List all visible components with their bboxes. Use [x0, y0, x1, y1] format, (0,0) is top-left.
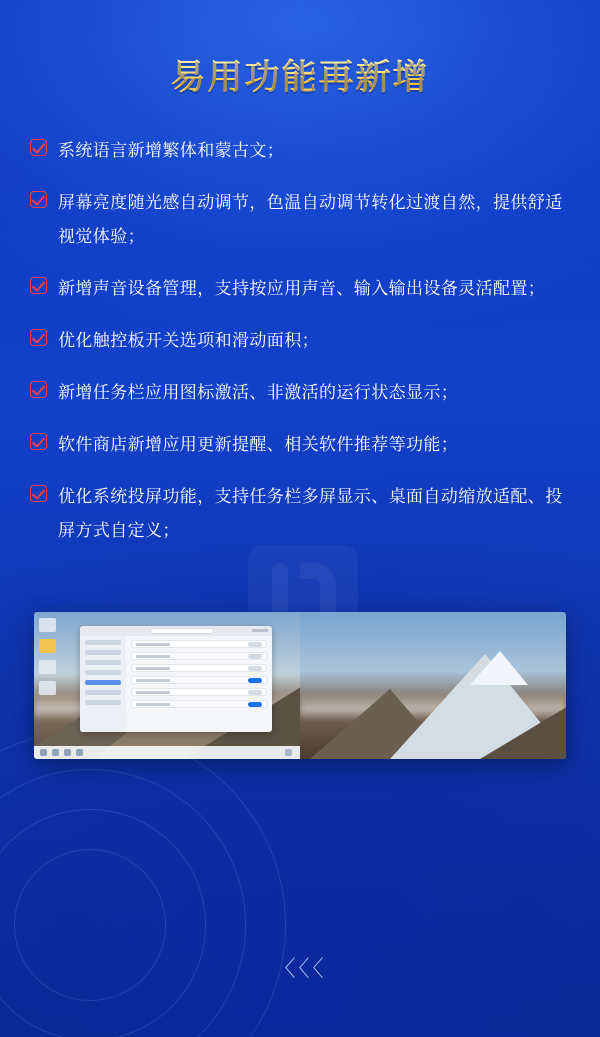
checkbox-checked-icon: [30, 139, 47, 156]
taskbar[interactable]: [34, 746, 300, 759]
list-item-text: 系统语言新增繁体和蒙古文；: [58, 141, 285, 160]
snow-peak: [470, 651, 528, 685]
list-item: [30, 272, 572, 306]
sidebar-item[interactable]: [85, 650, 121, 655]
list-item: [30, 428, 572, 462]
list-item: [30, 376, 572, 410]
desktop-icons: [39, 618, 65, 702]
list-item-text: 屏幕亮度随光感自动调节，色温自动调节转化过渡自然，提供舒适视觉体验；: [58, 193, 563, 246]
sidebar-item-selected[interactable]: [85, 680, 121, 685]
feature-list: [30, 134, 572, 548]
checkbox-checked-icon: [30, 191, 47, 208]
sidebar-item[interactable]: [85, 690, 121, 695]
window-titlebar: [80, 626, 272, 636]
screenshot-left: [34, 612, 300, 759]
checkbox-checked-icon: [30, 485, 47, 502]
toggle-switch[interactable]: [248, 702, 262, 707]
list-item: [30, 480, 572, 548]
settings-content: [126, 636, 272, 732]
list-item: [30, 134, 572, 168]
settings-row[interactable]: [131, 652, 267, 660]
screenshot-right: [300, 612, 566, 759]
checkbox-checked-icon: [30, 329, 47, 346]
desktop-icon-folder: [39, 639, 56, 653]
list-item: [30, 324, 572, 358]
sidebar-item[interactable]: [85, 700, 121, 705]
settings-row[interactable]: [131, 640, 267, 648]
sidebar-item[interactable]: [85, 670, 121, 675]
screenshot-pair: [34, 612, 566, 759]
desktop-icon-app: [39, 681, 56, 695]
settings-row[interactable]: [131, 676, 267, 684]
settings-sidebar: [80, 636, 126, 732]
sidebar-item[interactable]: [85, 640, 121, 645]
settings-window: [80, 626, 272, 732]
checkbox-checked-icon: [30, 277, 47, 294]
settings-row[interactable]: [131, 688, 267, 696]
list-item-text: 新增声音设备管理，支持按应用声音、输入输出设备灵活配置；: [58, 279, 546, 298]
settings-row[interactable]: [131, 700, 267, 708]
desktop-icon-computer: [39, 618, 56, 632]
checkbox-checked-icon: [30, 433, 47, 450]
footer-chevrons: 〈〈〈: [273, 956, 327, 981]
list-item: [30, 186, 572, 254]
list-item-text: 优化触控板开关选项和滑动面积；: [58, 331, 319, 350]
list-item-text: 新增任务栏应用图标激活、非激活的运行状态显示；: [58, 383, 459, 402]
toggle-switch[interactable]: [248, 678, 262, 683]
sidebar-item[interactable]: [85, 660, 121, 665]
window-controls[interactable]: [252, 629, 268, 632]
settings-row[interactable]: [131, 664, 267, 672]
checkbox-checked-icon: [30, 381, 47, 398]
page-title: 易用功能再新增: [170, 50, 429, 100]
desktop-icon-trash: [39, 660, 56, 674]
list-item-text: 软件商店新增应用更新提醒、相关软件推荐等功能；: [58, 435, 459, 454]
mountain-shape: [480, 693, 566, 759]
title-block: [0, 0, 600, 100]
list-item-text: 优化系统投屏功能，支持任务栏多屏显示、桌面自动缩放适配、投屏方式自定义；: [58, 487, 563, 540]
search-input[interactable]: [150, 628, 214, 634]
decorative-arcs: [0, 760, 300, 1037]
